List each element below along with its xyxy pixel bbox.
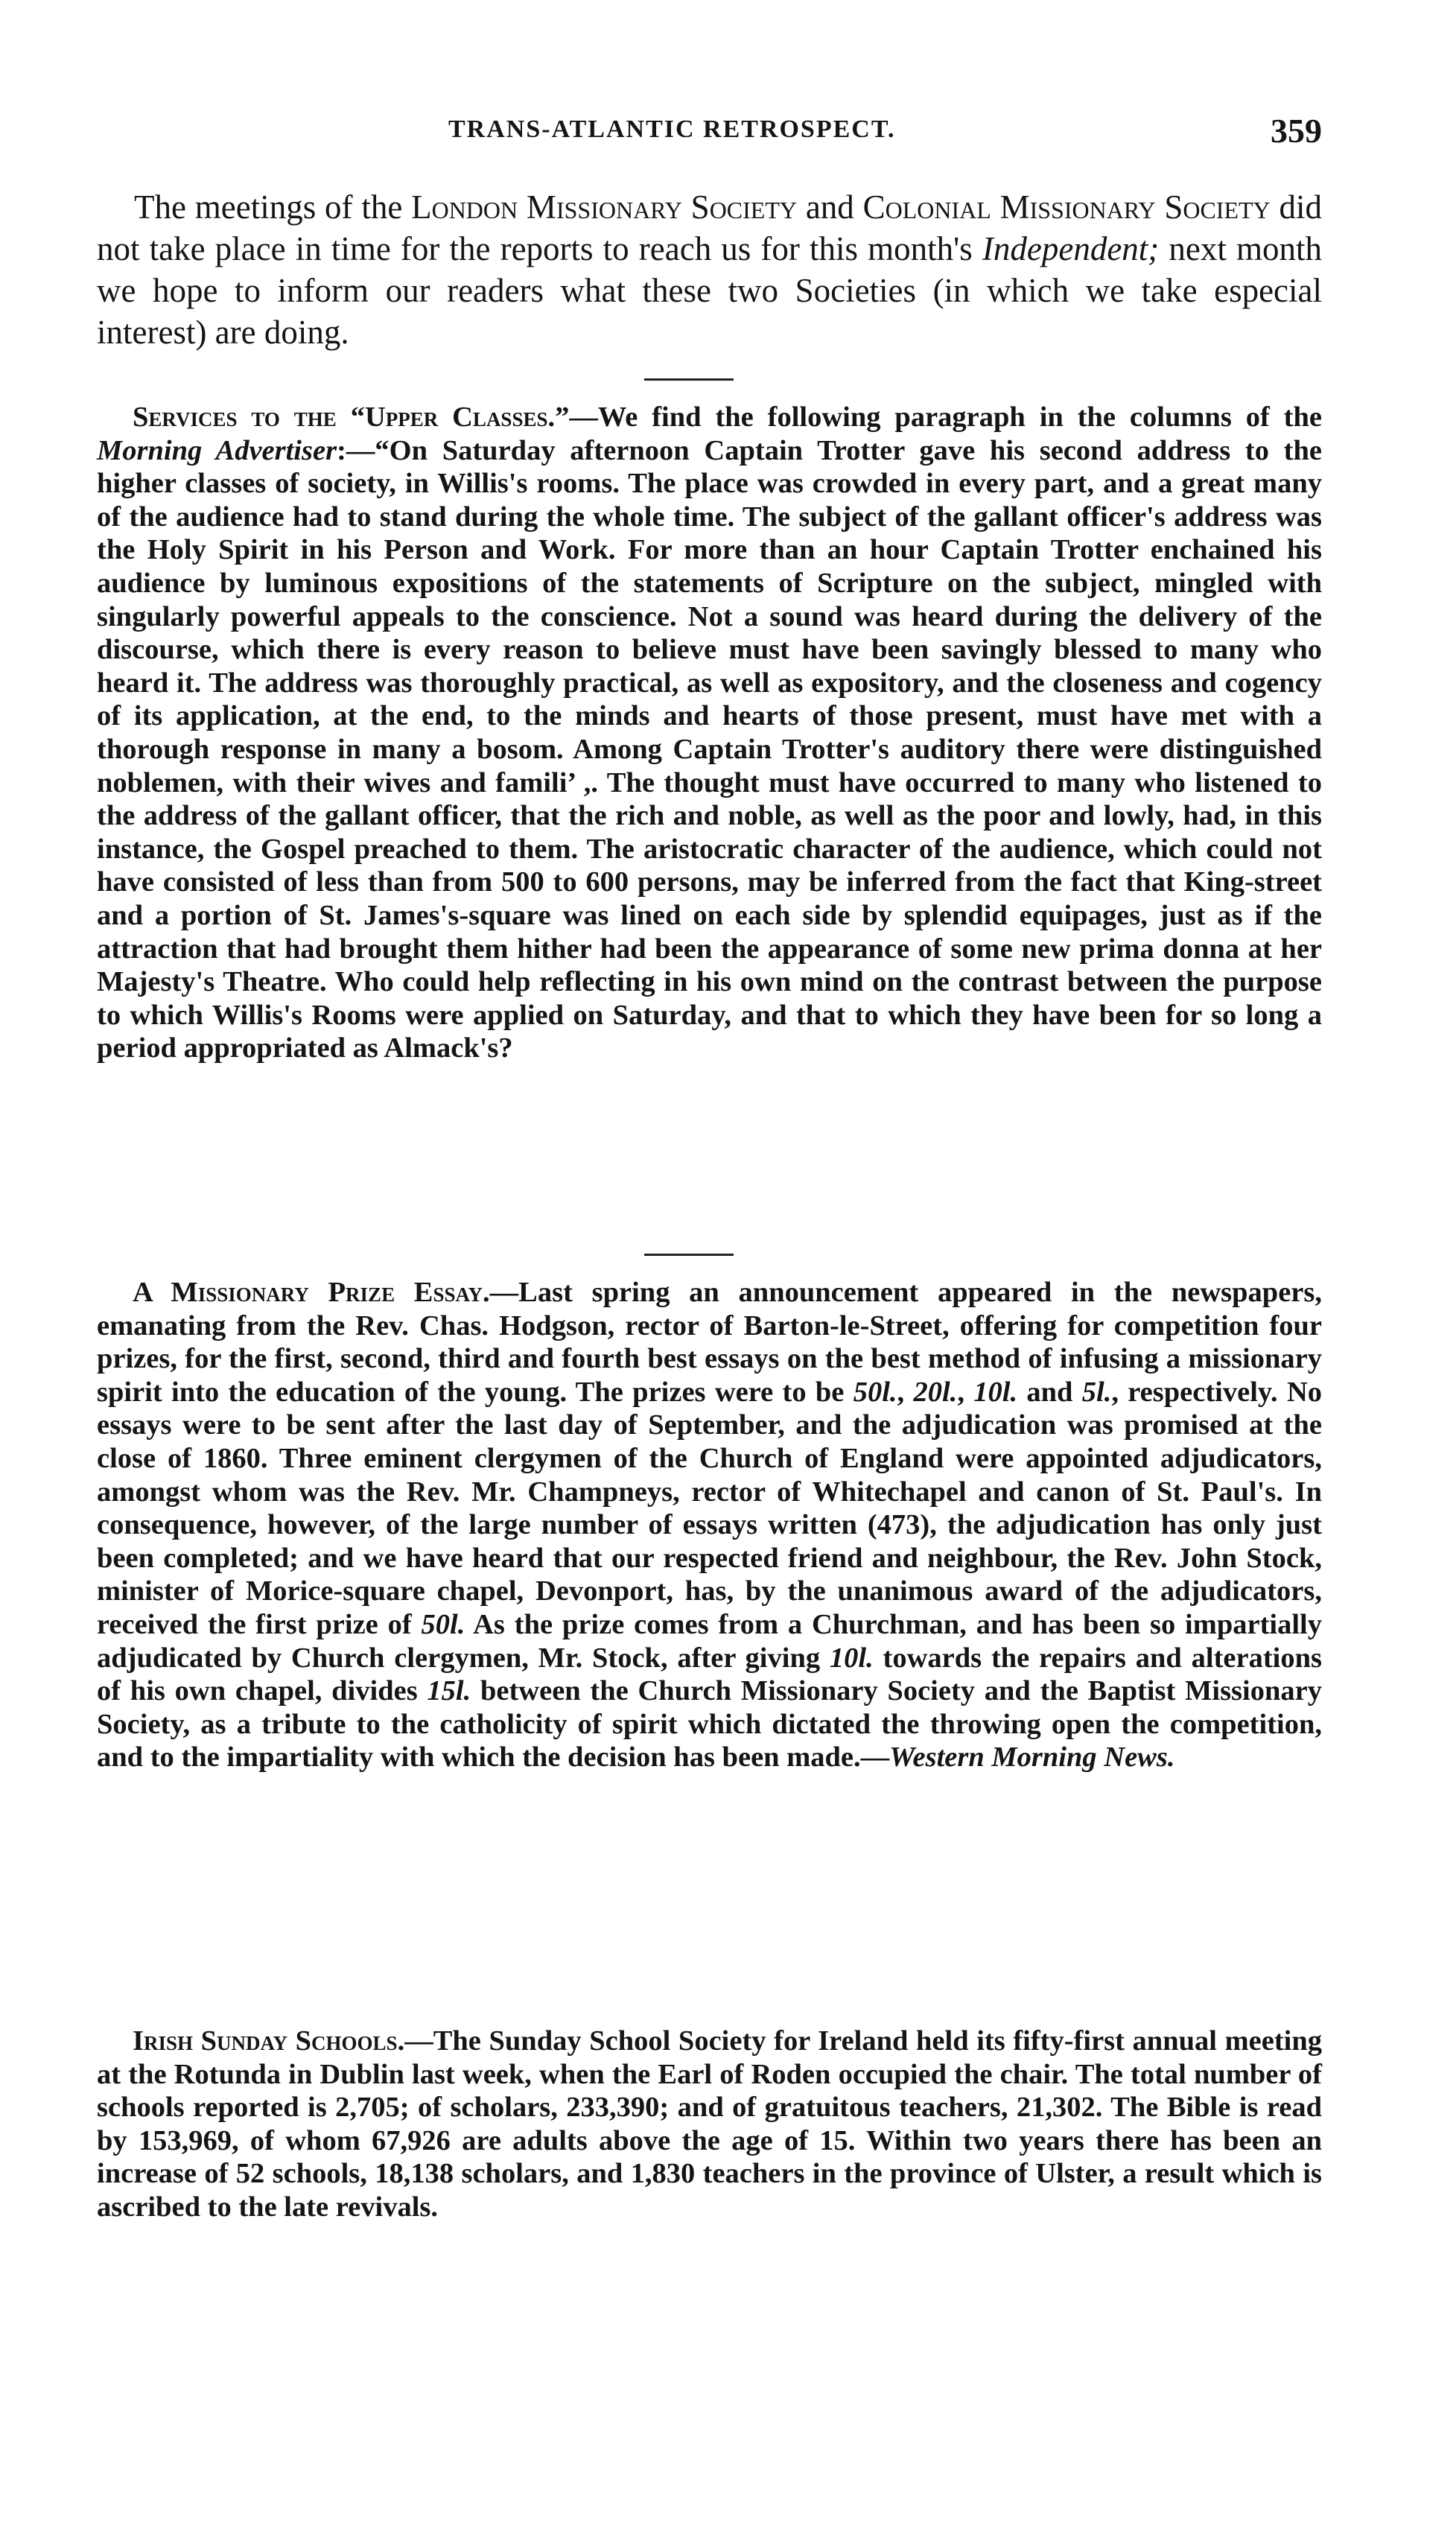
section-divider	[644, 378, 734, 381]
irish-heading: Irish Sunday Schools.	[133, 2025, 405, 2057]
missionary-heading: A Missionary Prize Essay.	[133, 1277, 490, 1308]
prize-amount: 50l.	[853, 1376, 897, 1408]
missionary-text-5: between the Church Missionary Society and the Baptist Missionary Society, as a tribute to the catholicity of spirit which dictated the throwing open the competition, and to the impartiality with which the decision has been made.—	[97, 1675, 1322, 1774]
divided-amount: 15l.	[427, 1675, 471, 1707]
missionary-text-3: As the prize comes from a Churchman, and has been so impartially adjudicated by Church clergymen, Mr. Stock, after giving	[97, 1608, 1322, 1674]
running-title: TRANS-ATLANTIC RETROSPECT.	[448, 115, 896, 143]
separator: and	[1017, 1376, 1082, 1408]
prize-amount: 50l.	[421, 1608, 465, 1640]
society-name-cms: Colonial Missionary Society	[862, 188, 1271, 226]
services-body: :—“On Saturday afternoon Captain Trotter gave his second address to the higher classes of society, in Willis's rooms. The place was crowded in every part, and a great many of the audience had to stand during the whole time. The subject of the gallant officer's address was the Holy Spirit in his Person and Work. For more than an hour Captain Trotter enchained his audience by luminous expositions of the statements of Scripture on the subject, mingled with singularly powerful appeals to the conscience. Not a sound was heard during the delivery of the discourse, which there is every reason to believe must have been savingly blessed to many who heard it. The address was thoroughly practical, as well as expository, and the closeness and cogency of its application, at the end, to the minds and hearts of those present, must have met with a thorough response in many a bosom. Among Captain Trotter's auditory there were distinguished noblemen, with their wives and famili’ ,. The thought must have occurred to many who listened to the address of the gallant officer, that the rich and noble, as well as the poor and lowly, had, in this instance, the Gospel preached to them. The aristocratic character of the audience, which could not have consisted of less than from 500 to 600 persons, may be inferred from the fact that King-street and a portion of St. James's-square was lined on each side by splendid equipages, just as if the attraction that had brought them hither had been the appearance of some new prima donna at her Majesty's Theatre. Who could help reflecting in his own mind on the contrast between the purpose to which Willis's Rooms were applied on Saturday, and that to which they have been for so long a period appropriated as Almack's?	[97, 434, 1323, 1064]
intro-paragraph	[97, 186, 1322, 353]
missionary-source: Western Morning News.	[889, 1742, 1175, 1774]
services-lead: —We find the following paragraph in the columns of the	[569, 401, 1322, 433]
irish-body: —The Sunday School Society for Ireland held its fifty-first annual meeting at the Rotunda in Dublin last week, when the Earl of Roden occupied the chair. The total number of schools reported is 2,705; of scholars, 233,390; and of gratuitous teachers, 21,302. The Bible is read by 153,969, of whom 67,926 are adults above the age of 15. Within two years there has been an increase of 52 schools, 18,138 scholars, and 1,830 teachers in the province of Ulster, a result which is ascribed to the late revivals.	[97, 2025, 1323, 2223]
services-source: Morning Advertiser	[97, 434, 337, 466]
separator: ,	[897, 1376, 914, 1408]
intro-text-4: next month we hope to inform our readers what these two Societies (in which we take especial interest) are doing.	[97, 230, 1323, 351]
intro-text-3: did not take place in time for the reports to reach us for this month's	[97, 188, 1322, 267]
missionary-text-2: , respectively. No essays were to be sent after the last day of September, and the adjudication was promised at the close of 1860. Three eminent clergymen of the Church of England were appointed adjudicators, amongst whom was the Rev. Mr. Champneys, rector of Whitechapel and canon of St. Paul's. In consequence, however, of the large number of essays written (473), the adjudication has only just been completed; and we have heard that our respected friend and neighbour, the Rev. John Stock, minister of Morice-square chapel, Devonport, has, by the unanimous award of the adjudicators, received the first prize of	[97, 1376, 1323, 1640]
prize-amount: 5l.	[1081, 1376, 1112, 1408]
gift-amount: 10l.	[829, 1642, 874, 1674]
intro-text-2: and	[797, 188, 863, 226]
separator: ,	[957, 1376, 974, 1408]
missionary-text-4: towards the repairs and alterations of his own chapel, divides	[97, 1642, 1322, 1707]
services-heading: Services to the “Upper Classes.”	[133, 401, 570, 433]
intro-text-1: The meetings of the	[134, 188, 412, 226]
publication-name: Independent;	[982, 230, 1160, 267]
society-name-lms: London Missionary Society	[411, 188, 798, 226]
irish-paragraph	[97, 2025, 1322, 2224]
prize-amount: 10l.	[973, 1376, 1018, 1408]
page-number: 359	[1271, 112, 1322, 150]
running-head	[97, 112, 1322, 160]
services-paragraph	[97, 401, 1322, 1065]
prize-amount: 20l.	[913, 1376, 958, 1408]
section-divider	[644, 1254, 734, 1256]
missionary-text-1: —Last spring an announcement appeared in the newspapers, emanating from the Rev. Chas. Hodgson, rector of Barton-le-Street, offering for competition four prizes, for the first, second, third and fourth best essays on the best method of infusing a missionary spirit into the education of the young. The prizes were to be	[97, 1277, 1322, 1408]
missionary-paragraph	[97, 1276, 1322, 1774]
